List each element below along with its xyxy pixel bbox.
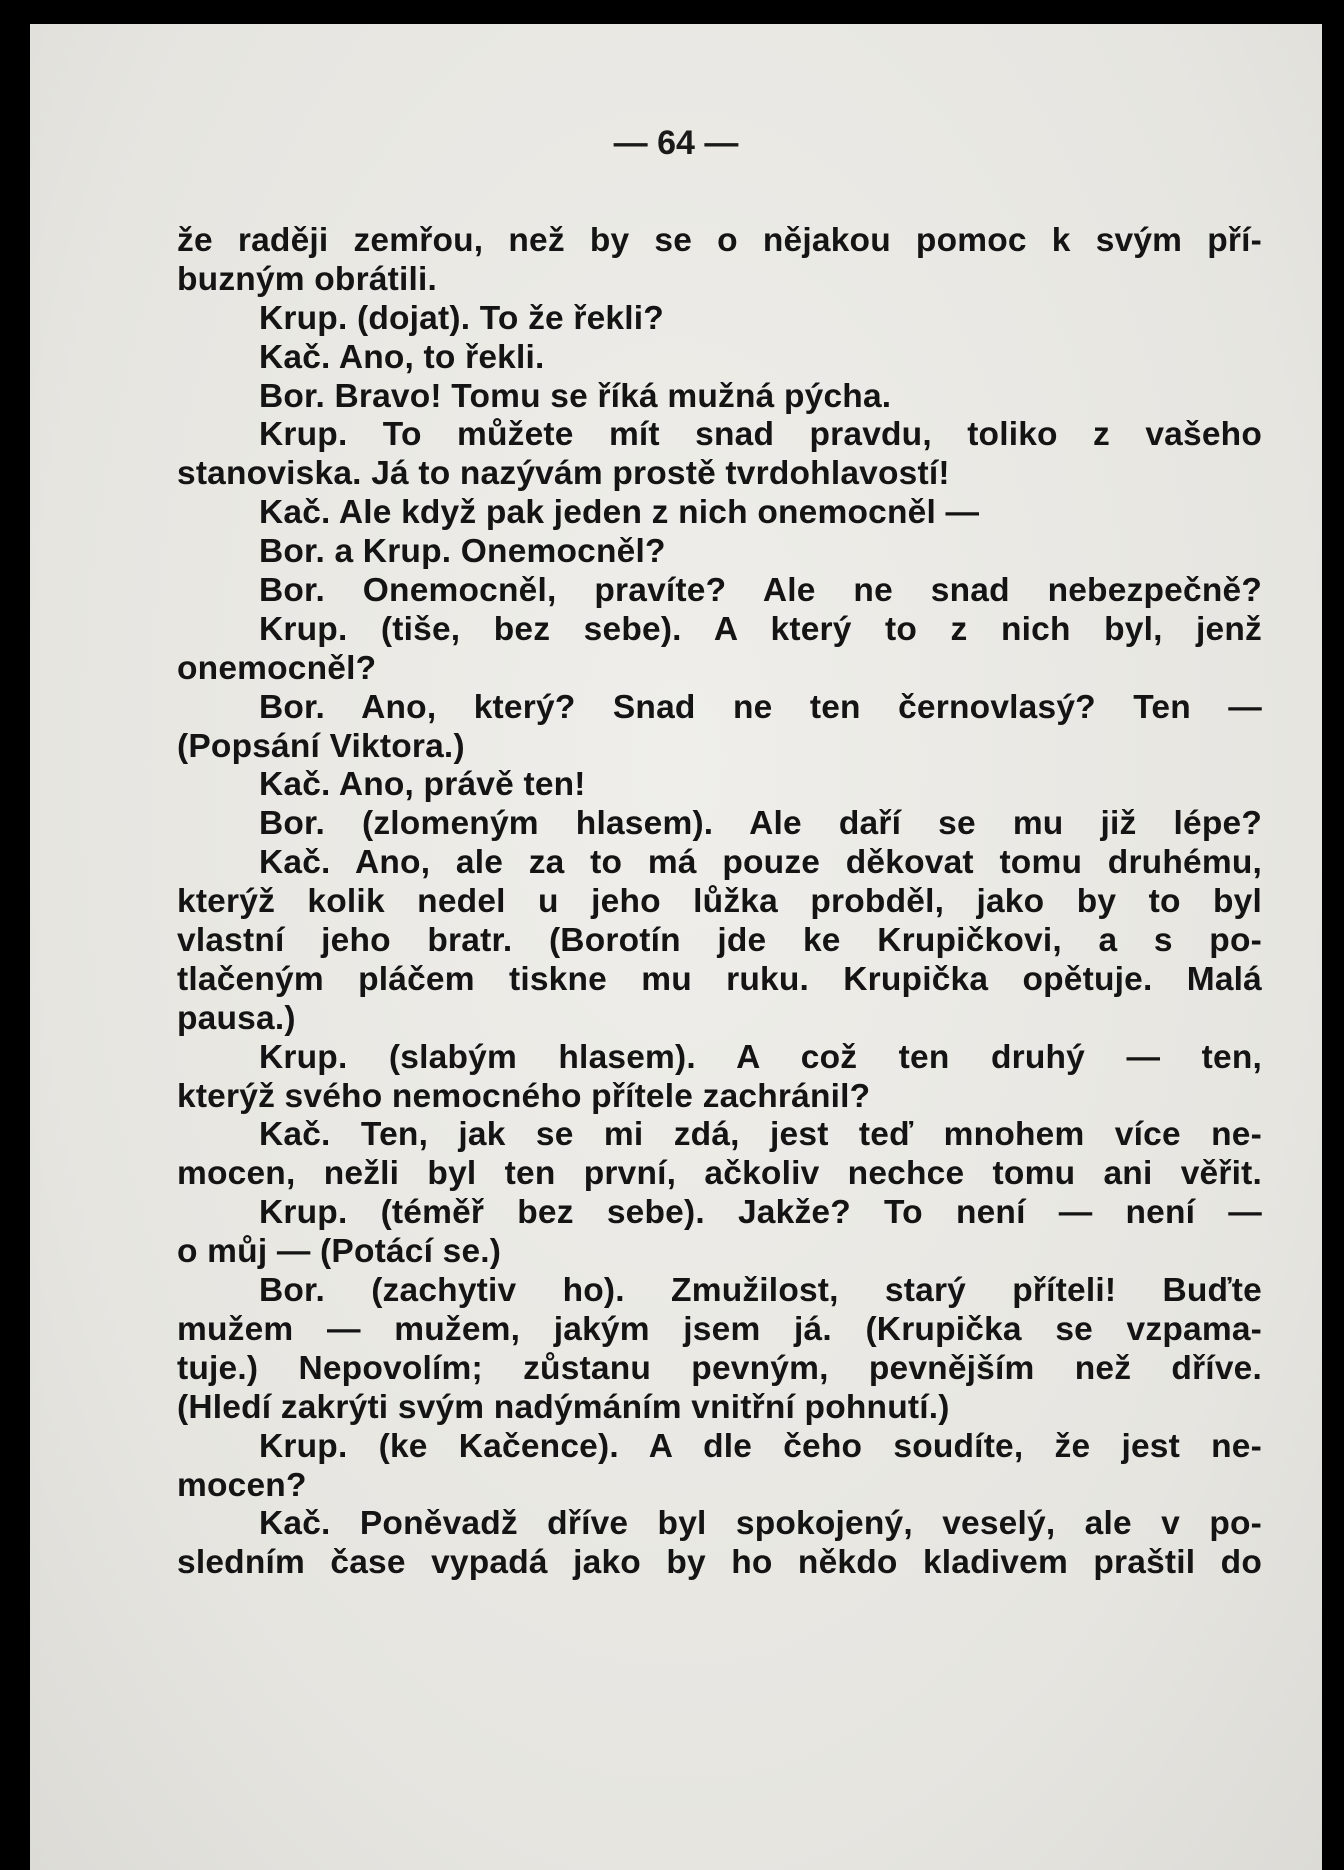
- text-line: buzným obrátili.: [177, 260, 438, 298]
- text-line: kterýž svého nemocného přítele zachránil?: [177, 1077, 871, 1115]
- text-line: Bor. Onemocněl, pravíte? Ale ne snad nebezpečně?: [259, 572, 1262, 610]
- text-line: stanoviska. Já to nazývám prostě tvrdohlavostí!: [177, 455, 950, 493]
- text-line: Krup. (ke Kačence). A dle čeho soudíte, že jest ne-: [259, 1427, 1262, 1465]
- text-line: vlastní jeho bratr. (Borotín jde ke Krupičkovi, a s po-: [177, 922, 1262, 960]
- text-line: mocen?: [177, 1466, 307, 1504]
- text-line: mužem — mužem, jakým jsem já. (Krupička se vzpama-: [177, 1310, 1262, 1348]
- text-line: Krup. (téměř bez sebe). Jakže? To není — není —: [259, 1194, 1262, 1232]
- text-line: mocen, nežli byl ten první, ačkoliv nechce tomu ani věřit.: [177, 1155, 1262, 1193]
- text-line: Kač. Ale když pak jeden z nich onemocněl —: [259, 494, 980, 532]
- text-line: pausa.): [177, 999, 296, 1037]
- text-line: Bor. (zachytiv ho). Zmužilost, starý příteli! Buďte: [259, 1272, 1262, 1310]
- text-line: Kač. Ano, právě ten!: [259, 766, 586, 804]
- text-line: Kač. Poněvadž dříve byl spokojený, veselý, ale v po-: [259, 1505, 1262, 1543]
- text-line: Bor. a Krup. Onemocněl?: [259, 533, 666, 571]
- text-line: Bor. (zlomeným hlasem). Ale daří se mu již lépe?: [259, 805, 1262, 843]
- text-line: sledním čase vypadá jako by ho někdo kladivem praštil do: [177, 1544, 1262, 1582]
- text-line: onemocněl?: [177, 649, 377, 687]
- text-line: Krup. (slabým hlasem). A což ten druhý — ten,: [259, 1038, 1262, 1076]
- text-line: kterýž kolik nedel u jeho lůžka probděl, jako by to byl: [177, 883, 1262, 921]
- text-line: Kač. Ano, ale za to má pouze děkovat tomu druhému,: [259, 844, 1262, 882]
- text-line: Krup. To můžete mít snad pravdu, toliko z vašeho: [259, 416, 1262, 454]
- text-line: tlačeným pláčem tiskne mu ruku. Krupička opětuje. Malá: [177, 960, 1262, 998]
- book-page: [30, 24, 1322, 1870]
- text-line: Krup. (tiše, bez sebe). A který to z nich byl, jenž: [259, 610, 1262, 648]
- text-line: Bor. Ano, který? Snad ne ten černovlasý? Ten —: [259, 688, 1262, 726]
- text-line: Bor. Bravo! Tomu se říká mužná pýcha.: [259, 377, 892, 415]
- text-line: (Hledí zakrýti svým nadýmáním vnitřní pohnutí.): [177, 1388, 950, 1426]
- text-line: o můj — (Potácí se.): [177, 1233, 502, 1271]
- page-number: — 64 —: [613, 124, 739, 162]
- text-line: že raději zemřou, než by se o nějakou pomoc k svým pří-: [177, 222, 1262, 259]
- text-line: Krup. (dojat). To že řekli?: [259, 299, 664, 337]
- text-line: Kač. Ano, to řekli.: [259, 338, 545, 376]
- text-line: tuje.) Nepovolím; zůstanu pevným, pevnějším než dříve.: [177, 1349, 1262, 1387]
- page-text: [177, 222, 1262, 1583]
- text-line: Kač. Ten, jak se mi zdá, jest teď mnohem více ne-: [259, 1116, 1262, 1154]
- text-line: (Popsání Viktora.): [177, 727, 465, 765]
